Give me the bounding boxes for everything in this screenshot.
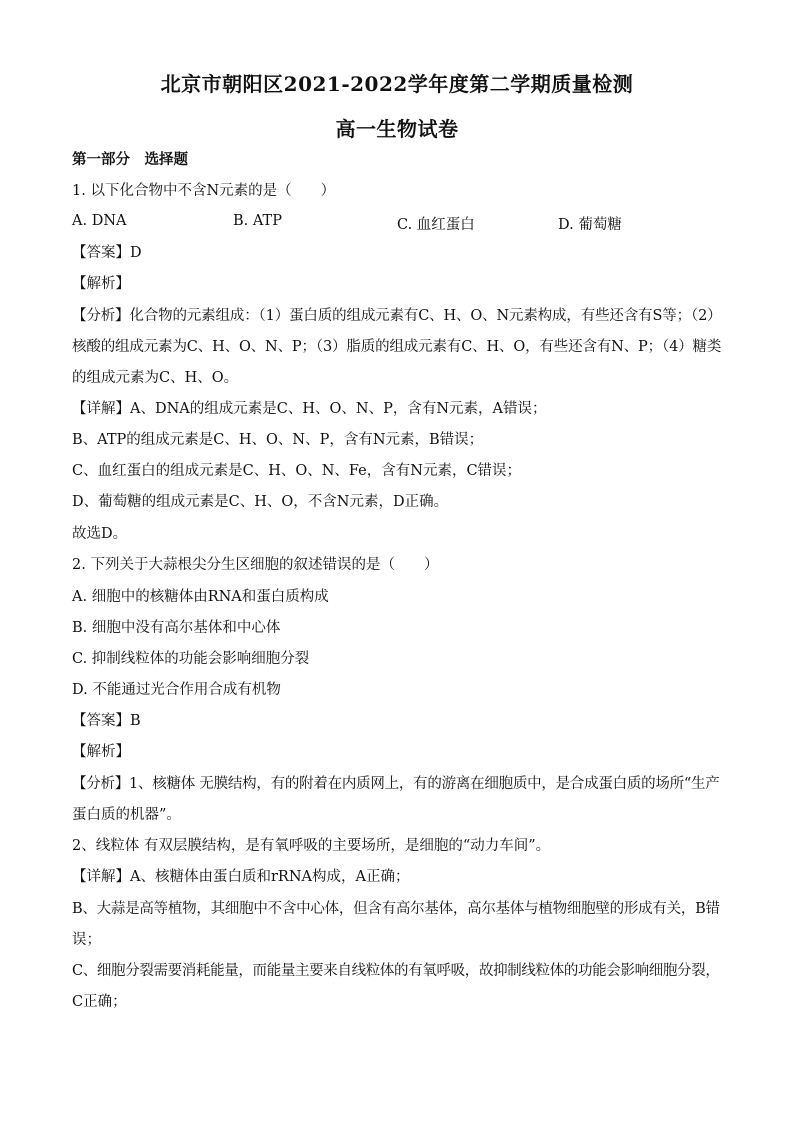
q1-analysis-label: 【解析】 xyxy=(72,276,130,292)
q1-option-b: B. ATP xyxy=(233,213,282,229)
q2-line-3: 2、线粒体 有双层膜结构，是有氧呼吸的主要场所，是细胞的“动力车间”。 xyxy=(72,838,551,854)
q2-line-8: C正确； xyxy=(72,994,127,1010)
q2-option-b: B. 细胞中没有高尔基体和中心体 xyxy=(72,620,281,636)
q1-line-6: C、血红蛋白的组成元素是C、H、O、N、Fe，含有N元素，C错误； xyxy=(72,463,522,479)
q2-line-5: B、大蒜是高等植物，其细胞中不含中心体，但含有高尔基体，高尔基体与植物细胞壁的形成有关，B错 xyxy=(72,901,720,917)
q1-line-2: 核酸的组成元素为C、H、O、N、P；（3）脂质的组成元素有C、H、O，有些还含有N、P；（4）糖类 xyxy=(72,339,722,355)
q1-line-3: 的组成元素为C、H、O。 xyxy=(72,370,239,386)
q1-option-c: C. 血红蛋白 xyxy=(397,217,475,233)
q1-line-7: D、葡萄糖的组成元素是C、H、O，不含N元素，D正确。 xyxy=(72,494,449,510)
q1-stem: 1. 以下化合物中不含N元素的是（ ） xyxy=(72,183,336,199)
q2-answer: 【答案】B xyxy=(72,713,141,729)
q1-line-1: 【分析】化合物的元素组成：（1）蛋白质的组成元素有C、H、O、N元素构成，有些还含有S等；（2） xyxy=(72,308,722,324)
q1-option-a: A. DNA xyxy=(72,213,127,229)
q1-answer: 【答案】D xyxy=(72,245,142,261)
q2-option-d: D. 不能通过光合作用合成有机物 xyxy=(72,682,281,698)
q2-option-c: C. 抑制线粒体的功能会影响细胞分裂 xyxy=(72,651,310,667)
q2-stem: 2. 下列关于大蒜根尖分生区细胞的叙述错误的是（ ） xyxy=(72,557,439,573)
q2-option-a: A. 细胞中的核糖体由RNA和蛋白质构成 xyxy=(72,589,329,605)
document-title: 北京市朝阳区2021-2022学年度第二学期质量检测 xyxy=(160,72,634,96)
q2-line-4: 【详解】A、核糖体由蛋白质和rRNA构成，A正确； xyxy=(72,869,410,885)
section-heading: 第一部分 选择题 xyxy=(72,151,188,168)
q1-line-5: B、ATP的组成元素是C、H、O、N、P，含有N元素，B错误； xyxy=(72,432,484,448)
q2-analysis-label: 【解析】 xyxy=(72,744,130,760)
q1-line-8: 故选D。 xyxy=(72,526,128,542)
document-subtitle: 高一生物试卷 xyxy=(335,117,459,141)
q2-line-7: C、细胞分裂需要消耗能量，而能量主要来自线粒体的有氧呼吸，故抑制线粒体的功能会影响细胞分裂， xyxy=(72,963,720,979)
q1-option-d: D. 葡萄糖 xyxy=(558,217,622,233)
q2-line-1: 【分析】1、核糖体 无膜结构，有的附着在内质网上，有的游离在细胞质中，是合成蛋白质的场所“生产 xyxy=(72,776,720,792)
q1-line-4: 【详解】A、DNA的组成元素是C、H、O、N、P，含有N元素，A错误； xyxy=(72,401,547,417)
q2-line-6: 误； xyxy=(72,932,101,948)
q2-line-2: 蛋白质的机器”。 xyxy=(72,807,181,823)
